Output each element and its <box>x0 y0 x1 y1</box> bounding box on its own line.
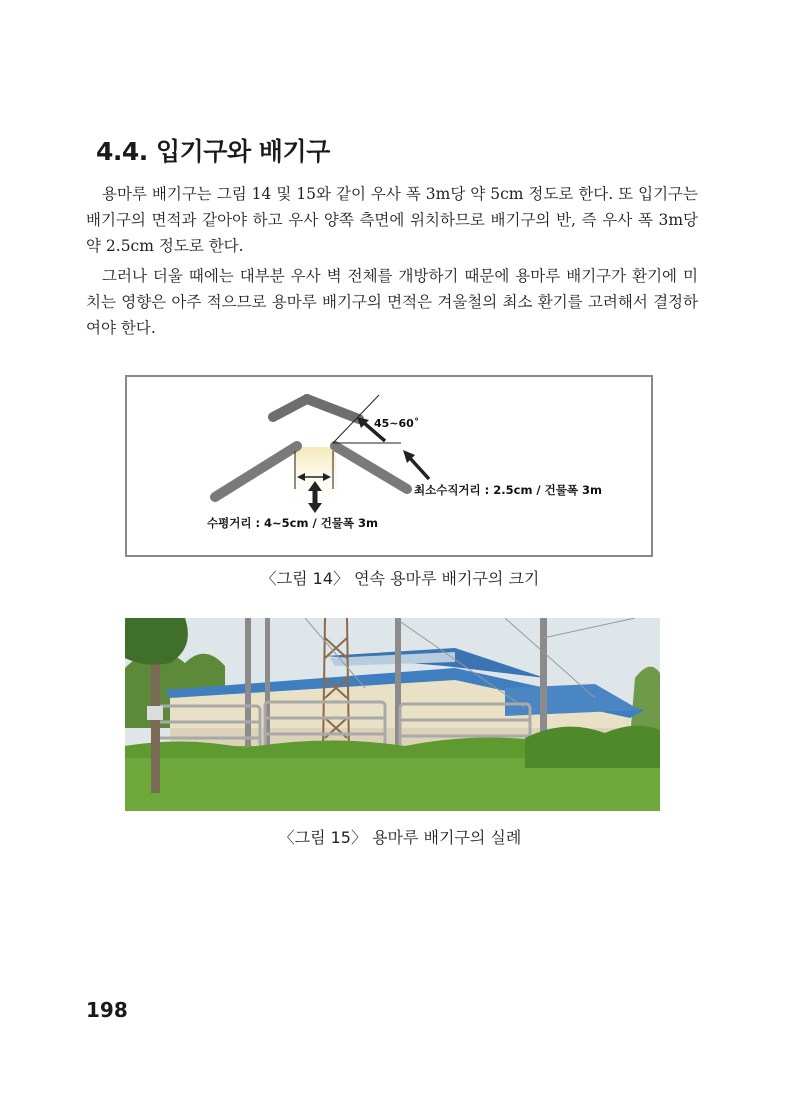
left-roof-slope <box>215 446 297 497</box>
pole-1 <box>245 618 251 748</box>
ridge-cap <box>273 399 359 419</box>
paragraph-winter-ventilation: 그러나 더울 때에는 대부분 우사 벽 전체를 개방하기 때문에 용마루 배기구가 환기에 미치는 영향은 아주 적으므로 용마루 배기구의 면적은 겨울철의 최소 환기를 고려해서 결정하여야 한다. <box>86 267 698 337</box>
section-title: 4.4. 입기구와 배기구 <box>96 137 330 166</box>
ridge-vent-diagram <box>125 375 653 557</box>
paragraph-exhaust-size: 용마루 배기구는 그림 14 및 15와 같이 우사 폭 3m당 약 5cm 정도로 한다. 또 입기구는 배기구의 면적과 같아야 하고 우사 양쪽 측면에 위치하므로 배기구의 반, 즉 우사 폭 3m당 약 2.5cm 정도로 한다. <box>86 185 698 255</box>
angle-label: 45~60˚ <box>374 417 420 430</box>
pole-4 <box>540 618 547 738</box>
figure-15-caption: 〈그림 15〉 용마루 배기구의 실례 <box>278 828 522 847</box>
tree-trunk-wrap <box>147 706 163 720</box>
angle-line <box>333 395 379 443</box>
ridge-vent-photo <box>125 618 660 811</box>
right-roof-slope <box>335 446 407 489</box>
ridge-vent-photo-svg <box>125 618 660 811</box>
bushes-right <box>525 726 660 768</box>
ridge-vent-diagram-svg <box>127 377 651 555</box>
figure-14-caption: 〈그림 14〉 연속 용마루 배기구의 크기 <box>260 569 540 588</box>
vertical-distance-label: 최소수직거리 : 2.5cm / 건물폭 3m <box>414 483 602 497</box>
vertical-distance-pointer-arrow <box>403 450 429 479</box>
horizontal-distance-label: 수평거리 : 4~5cm / 건물폭 3m <box>207 516 379 530</box>
page-number: 198 <box>86 998 128 1022</box>
